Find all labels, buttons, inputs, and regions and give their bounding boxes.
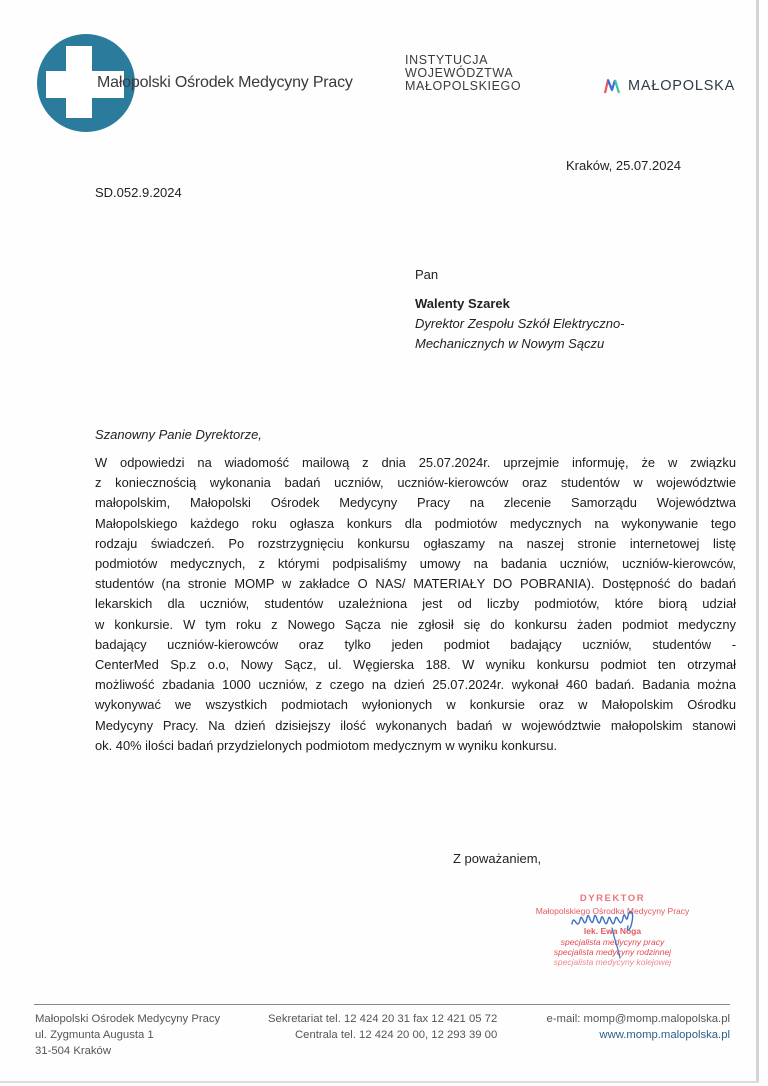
footer-website-link[interactable]: www.momp.malopolska.pl	[599, 1029, 730, 1041]
stamp-specialization: specjalista medycyny rodzinnej	[553, 947, 672, 957]
organization-logo-text: Małopolski Ośrodek Medycyny Pracy	[97, 74, 353, 91]
body-line: lekarskich dla uczniów, studentów uzależniona jest od liczby podmiotów, które biorą udział	[95, 596, 736, 612]
body-line: W odpowiedzi na wiadomość mailową z dnia 25.07.2024r. uprzejmie informuję, że w związku	[95, 455, 736, 470]
footer-phone-line: Centrala tel. 12 424 20 00, 12 293 39 00	[295, 1029, 498, 1041]
body-line: CenterMed Sp.z o.o, Nowy Sącz, ul. Węgierska 188. W wyniku konkursu podmiot ten otrzymał	[95, 657, 736, 673]
institution-line: INSTYTUCJA	[405, 53, 489, 67]
footer-phones	[268, 1011, 497, 1043]
letter-body	[95, 453, 736, 756]
body-line: możliwość zbadania 1000 uczniów, z czego na dzień 25.07.2024r. wykonał 460 badań. Badania można	[95, 677, 736, 693]
stamp-specialization: specjalista medycyny kolejowej	[553, 957, 672, 967]
addressee-name: Walenty Szarek	[415, 296, 510, 311]
addressee-title-line: Dyrektor Zespołu Szkół Elektryczno-	[415, 316, 625, 331]
footer-address-line: Małopolski Ośrodek Medycyny Pracy	[35, 1013, 221, 1025]
institution-line: WOJEWÓDZTWA	[405, 66, 514, 80]
footer-address-line: 31-504 Kraków	[35, 1045, 111, 1057]
body-line: podmiotów medycznych, z którymi podpisaliśmy umowy na badania uczniów, uczniów-kierowców,	[95, 556, 736, 572]
closing: Z poważaniem,	[453, 851, 542, 866]
footer-contact	[540, 1011, 730, 1043]
body-line: Małopolskiego każdego roku ogłasza konkurs dla podmiotów medycznych na wykonywanie tego	[95, 515, 736, 531]
institution-line: MAŁOPOLSKIEGO	[405, 79, 522, 93]
footer-phone-line: Sekretariat tel. 12 424 20 31 fax 12 421 05 72	[268, 1013, 498, 1025]
stamp-title: DYREKTOR	[579, 893, 646, 904]
footer-divider	[34, 1004, 730, 1005]
reference-number: SD.052.9.2024	[95, 185, 182, 200]
scan-edge-right	[756, 0, 759, 1082]
addressee-title-line: Mechanicznych w Nowym Sączu	[415, 336, 605, 351]
addressee-block	[415, 265, 625, 354]
footer-address-line: ul. Zygmunta Augusta 1	[35, 1029, 154, 1041]
body-line: badający uczniów-kierowców oraz tylko jeden podmiot badający uczniów, studentów -	[95, 636, 736, 652]
malopolska-logo	[603, 78, 735, 94]
body-line: studentów (na stronie MOMP w zakładce O NAS/ MATERIAŁY DO POBRANIA). Dostępność do badań	[95, 576, 736, 592]
stamp-organization: Małopolskiego Ośrodka Medycyny Pracy	[535, 906, 690, 916]
body-line: Medycyny Pracy. Na dzień dzisiejszy ilość wykonanych badań w województwie małopolskim stanowi	[95, 717, 736, 733]
institution-label	[405, 54, 521, 93]
body-line: w konkursie. W tym roku z Nowego Sącza nie zgłosił się do konkursu żaden podmiot medyczny	[95, 616, 736, 632]
body-line: ok. 40% ilości badań przydzielonych podmiotom medycznym w wyniku konkursu.	[95, 737, 558, 753]
body-line: małopolskim, Małopolski Ośrodek Medycyny Pracy na zlecenie Samorządu Województwa	[95, 495, 736, 511]
signature-icon	[568, 902, 648, 962]
stamp-specialization: specjalista medycyny pracy	[560, 937, 665, 947]
scan-edge-bottom	[0, 1081, 759, 1083]
footer-email[interactable]: e-mail: momp@momp.malopolska.pl	[546, 1013, 730, 1025]
stamp-name: lek. Ewa Noga	[583, 926, 642, 936]
addressee-honorific: Pan	[415, 267, 439, 282]
body-line: z koniecznością wykonania badań uczniów, uczniów-kierowców oraz studentów w województwie	[95, 475, 736, 491]
footer-address	[35, 1011, 220, 1059]
place-and-date: Kraków, 25.07.2024	[566, 158, 681, 173]
body-line: wykonywać we wszystkich podmiotach wyłonionych w konkursie oraz w Małopolskim Ośrodku	[95, 697, 736, 713]
malopolska-m-icon	[603, 78, 621, 94]
salutation: Szanowny Panie Dyrektorze,	[95, 427, 262, 442]
malopolska-logo-text: MAŁOPOLSKA	[628, 78, 736, 94]
body-line: rodzaju świadczeń. Po rozstrzygnięciu konkursu ogłaszamy na naszej stronie internetowej listę	[95, 535, 736, 551]
